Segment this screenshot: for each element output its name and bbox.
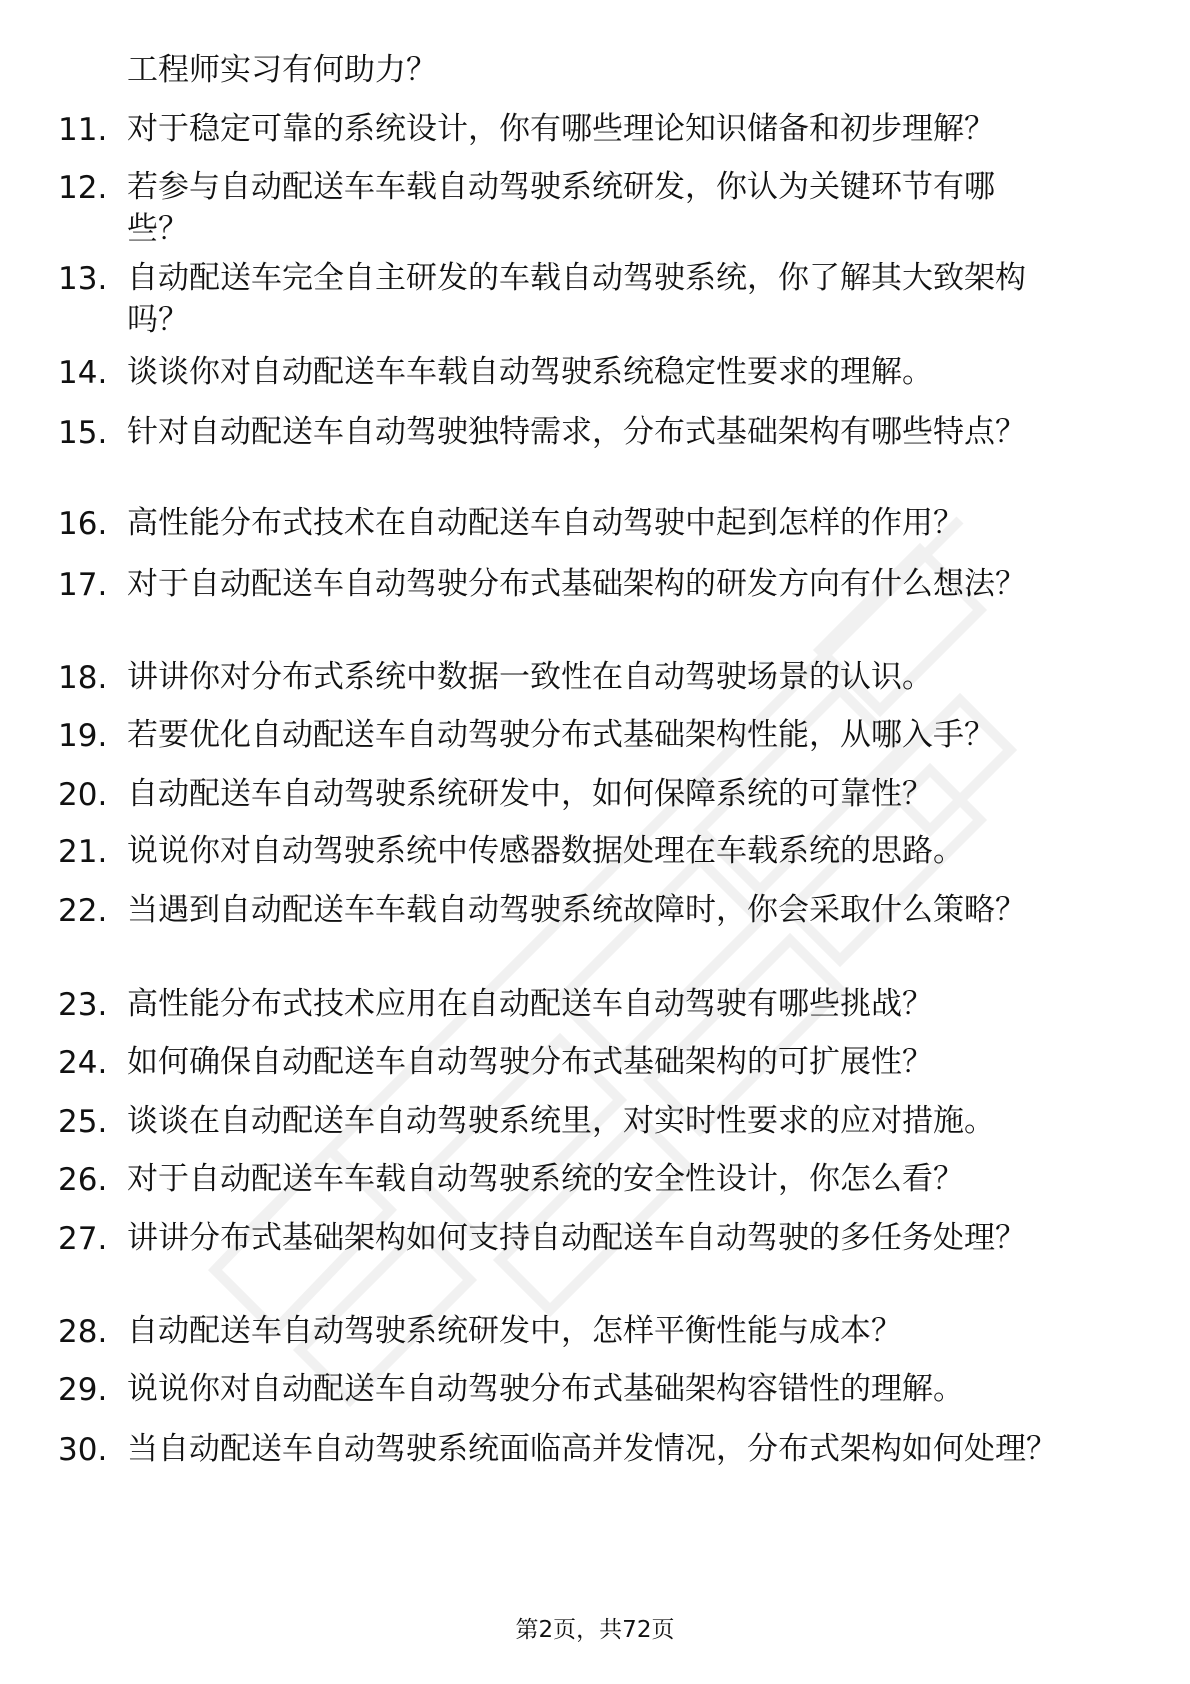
question-number: 14. (58, 355, 108, 391)
question-text: 谈谈你对自动配送车车载自动驾驶系统稳定性要求的理解。 (127, 354, 933, 390)
question-text: 当自动配送车自动驾驶系统面临高并发情况，分布式架构如何处理？ (127, 1431, 1057, 1467)
question-text: 说说你对自动驾驶系统中传感器数据处理在车载系统的思路。 (127, 833, 964, 869)
page-footer: 第2页，共72页 (515, 1617, 675, 1643)
question-text: 如何确保自动配送车自动驾驶分布式基础架构的可扩展性？ (127, 1044, 933, 1080)
question-text: 对于自动配送车自动驾驶分布式基础架构的研发方向有什么想法？ (127, 566, 1026, 602)
question-text: 当遇到自动配送车车载自动驾驶系统故障时，你会采取什么策略？ (127, 892, 1026, 928)
question-text: 针对自动配送车自动驾驶独特需求，分布式基础架构有哪些特点？ (127, 414, 1026, 450)
question-number: 28. (58, 1314, 108, 1350)
question-number: 16. (58, 506, 108, 542)
question-number: 22. (58, 893, 108, 929)
question-text: 高性能分布式技术在自动配送车自动驾驶中起到怎样的作用？ (127, 505, 964, 541)
question-number: 30. (58, 1432, 108, 1468)
question-number: 26. (58, 1162, 108, 1198)
question-number: 29. (58, 1372, 108, 1408)
continued-question-text: 工程师实习有何助力？ (127, 52, 437, 88)
question-text: 对于自动配送车车载自动驾驶系统的安全性设计，你怎么看？ (127, 1161, 964, 1197)
question-text: 若参与自动配送车车载自动驾驶系统研发，你认为关键环节有哪些？ (127, 169, 995, 247)
question-text: 自动配送车完全自主研发的车载自动驾驶系统，你了解其大致架构吗？ (127, 260, 1026, 338)
question-number: 24. (58, 1045, 108, 1081)
question-text: 自动配送车自动驾驶系统研发中，如何保障系统的可靠性？ (127, 776, 933, 812)
question-text: 若要优化自动配送车自动驾驶分布式基础架构性能，从哪入手？ (127, 717, 995, 753)
question-number: 13. (58, 261, 108, 297)
question-text: 谈谈在自动配送车自动驾驶系统里，对实时性要求的应对措施。 (127, 1103, 995, 1139)
question-text: 对于稳定可靠的系统设计，你有哪些理论知识储备和初步理解？ (127, 111, 995, 147)
question-text: 高性能分布式技术应用在自动配送车自动驾驶有哪些挑战？ (127, 986, 933, 1022)
question-number: 27. (58, 1221, 108, 1257)
question-number: 15. (58, 415, 108, 451)
question-number: 23. (58, 987, 108, 1023)
question-number: 19. (58, 718, 108, 754)
question-number: 18. (58, 660, 108, 696)
question-number: 20. (58, 777, 108, 813)
question-number: 25. (58, 1104, 108, 1140)
question-number: 12. (58, 170, 108, 206)
question-number: 21. (58, 834, 108, 870)
question-text: 说说你对自动配送车自动驾驶分布式基础架构容错性的理解。 (127, 1371, 964, 1407)
question-number: 11. (58, 112, 108, 148)
question-text: 讲讲你对分布式系统中数据一致性在自动驾驶场景的认识。 (127, 659, 933, 695)
question-text: 讲讲分布式基础架构如何支持自动配送车自动驾驶的多任务处理？ (127, 1220, 1026, 1256)
question-text: 自动配送车自动驾驶系统研发中，怎样平衡性能与成本？ (127, 1313, 902, 1349)
question-number: 17. (58, 567, 108, 603)
